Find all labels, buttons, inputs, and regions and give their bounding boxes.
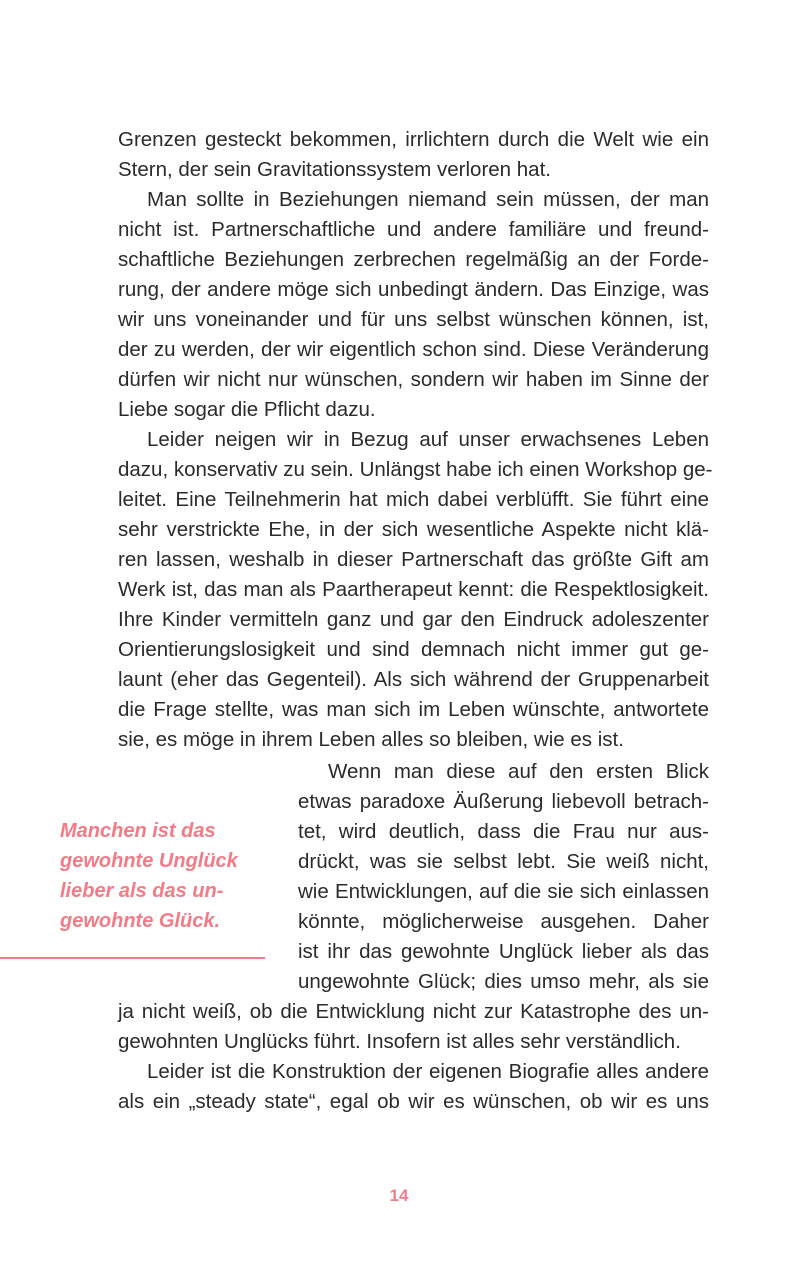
text-line: Man sollte in Beziehungen niemand sein müssen, der man bbox=[147, 188, 709, 211]
text-line: gewohnten Unglücks führt. Insofern ist alles sehr verständlich. bbox=[118, 1030, 681, 1053]
text-line: Leider ist die Konstruktion der eigenen Biografie alles andere bbox=[147, 1060, 709, 1083]
pull-quote-line: lieber als das un- bbox=[60, 880, 224, 902]
text-line: leitet. Eine Teilnehmerin hat mich dabei verblüfft. Sie führt eine bbox=[118, 488, 709, 511]
text-line: Orientierungslosigkeit und sind demnach nicht immer gut ge- bbox=[118, 638, 709, 661]
text-line: ren lassen, weshalb in dieser Partnerschaft das größte Gift am bbox=[118, 548, 709, 571]
text-line: dürfen wir nicht nur wünschen, sondern wir haben im Sinne der bbox=[118, 368, 709, 391]
text-line: sehr verstrickte Ehe, in der sich wesentliche Aspekte nicht klä- bbox=[118, 518, 709, 541]
text-line: tet, wird deutlich, dass die Frau nur aus- bbox=[298, 820, 709, 843]
text-line: dazu, konservativ zu sein. Unlängst habe ich einen Workshop ge- bbox=[118, 458, 713, 481]
text-line: nicht ist. Partnerschaftliche und andere familiäre und freund- bbox=[118, 218, 709, 241]
text-line: rung, der andere möge sich unbedingt ändern. Das Einzige, was bbox=[118, 278, 709, 301]
page-number: 14 bbox=[389, 1186, 409, 1205]
text-line: etwas paradoxe Äußerung liebevoll betrach- bbox=[298, 790, 709, 813]
text-line: wir uns voneinander und für uns selbst wünschen können, ist, bbox=[118, 308, 709, 331]
text-line: Wenn man diese auf den ersten Blick bbox=[328, 760, 709, 783]
text-line: Grenzen gesteckt bekommen, irrlichtern durch die Welt wie ein bbox=[118, 128, 709, 151]
pull-quote-line: Manchen ist das bbox=[60, 820, 216, 842]
text-line: der zu werden, der wir eigentlich schon sind. Diese Veränderung bbox=[118, 338, 709, 361]
text-line: Liebe sogar die Pflicht dazu. bbox=[118, 398, 376, 421]
text-line: sie, es möge in ihrem Leben alles so bleiben, wie es ist. bbox=[118, 728, 624, 751]
text-line: drückt, was sie selbst lebt. Sie weiß nicht, bbox=[298, 850, 709, 873]
pull-quote-line: gewohnte Glück. bbox=[60, 910, 221, 932]
text-line: ungewohnte Glück; dies umso mehr, als sie bbox=[298, 970, 709, 993]
text-line: Leider neigen wir in Bezug auf unser erwachsenes Leben bbox=[147, 428, 709, 451]
text-line: die Frage stellte, was man sich im Leben wünschte, antwortete bbox=[118, 698, 709, 721]
text-line: launt (eher das Gegenteil). Als sich während der Gruppenarbeit bbox=[118, 668, 709, 691]
text-line: Stern, der sein Gravitationssystem verloren hat. bbox=[118, 158, 551, 181]
text-line: ist ihr das gewohnte Unglück lieber als das bbox=[298, 940, 709, 963]
text-line: schaftliche Beziehungen zerbrechen regelmäßig an der Forde- bbox=[118, 248, 709, 271]
text-line: als ein „steady state“, egal ob wir es wünschen, ob wir es uns bbox=[118, 1090, 709, 1113]
text-line: ja nicht weiß, ob die Entwicklung nicht zur Katastrophe des un- bbox=[118, 1000, 709, 1023]
text-line: wie Entwicklungen, auf die sie sich einlassen bbox=[298, 880, 709, 903]
pull-quote-line: gewohnte Unglück bbox=[60, 850, 238, 872]
pull-quote-divider bbox=[0, 957, 265, 959]
text-line: könnte, möglicherweise ausgehen. Daher bbox=[298, 910, 709, 933]
text-line: Werk ist, das man als Paartherapeut kennt: die Respektlosigkeit. bbox=[118, 578, 709, 601]
text-line: Ihre Kinder vermitteln ganz und gar den Eindruck adoleszenter bbox=[118, 608, 709, 631]
